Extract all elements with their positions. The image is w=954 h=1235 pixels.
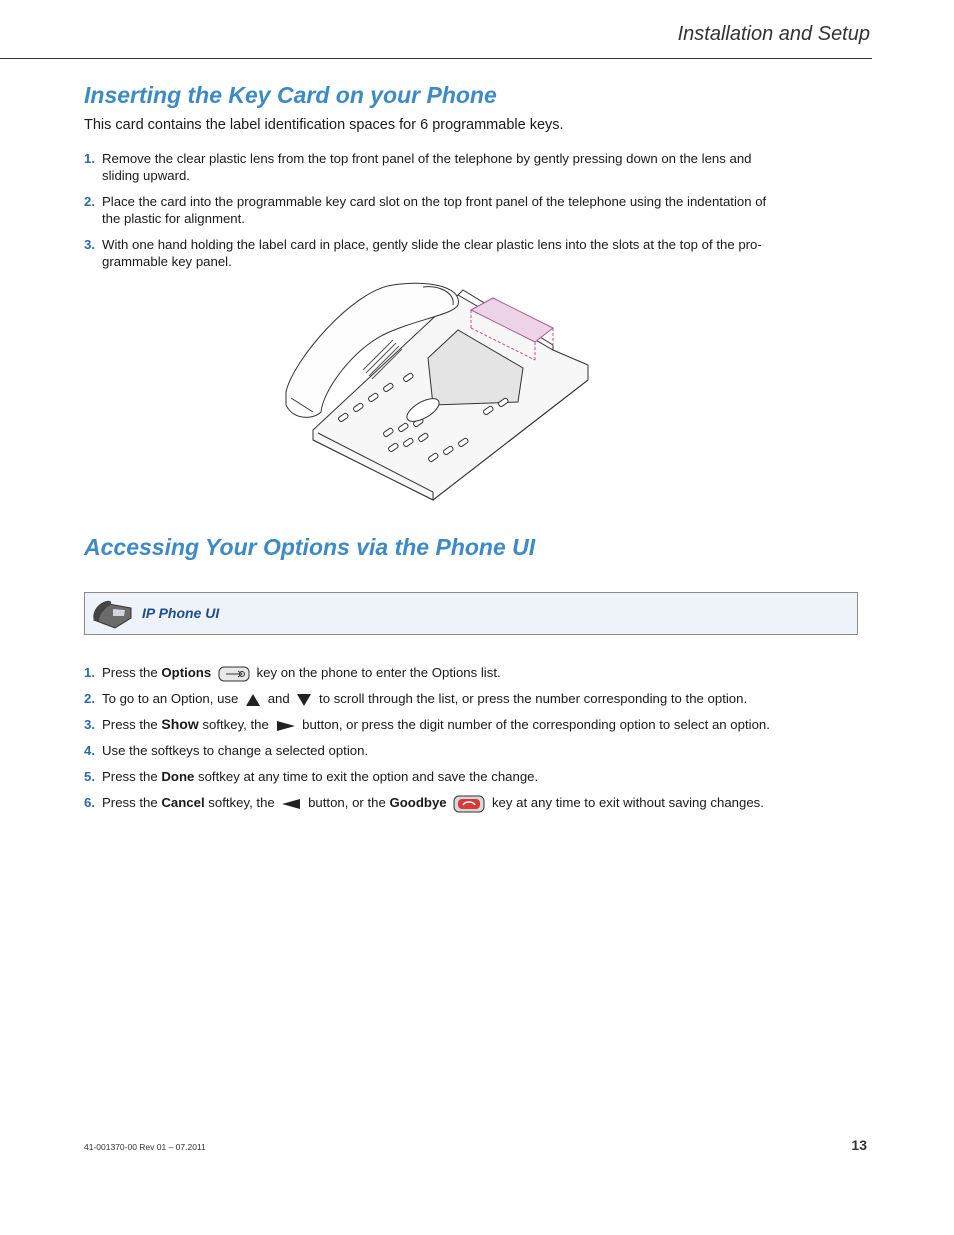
options-steps (84, 664, 864, 820)
step-text: To go to an Option, use (102, 691, 243, 706)
cancel-softkey-label: Cancel (161, 795, 205, 810)
step-text: Press the (102, 665, 162, 680)
list-item (84, 150, 784, 184)
intro-paragraph: This card contains the label identification spaces for 6 programmable keys. (84, 117, 564, 133)
section-heading-options: Accessing Your Options via the Phone UI (84, 534, 536, 560)
right-arrow-icon (276, 719, 296, 733)
callout-label: IP Phone UI (142, 605, 220, 621)
step-text: Press the (102, 795, 162, 810)
options-key-icon (218, 666, 250, 682)
goodbye-key-label: Goodbye (389, 795, 447, 810)
goodbye-key-icon (453, 795, 485, 813)
step-text: Use the softkeys to change a selected option. (102, 743, 369, 758)
step-number: 1. (84, 665, 95, 680)
step-text: Remove the clear plastic lens from the top front panel of the telephone by gently pressing down on the lens and sliding upward. (102, 151, 752, 183)
step-text: softkey, the (204, 795, 279, 810)
show-softkey-label: Show (161, 716, 199, 732)
step-number: 2. (84, 691, 95, 706)
page-header-title: Installation and Setup (677, 23, 870, 45)
list-item (84, 236, 784, 270)
list-item (84, 690, 864, 716)
step-text: Place the card into the programmable key card slot on the top front panel of the telephone using the indentation of the plastic for alignment. (102, 194, 767, 226)
page-number: 13 (851, 1137, 867, 1153)
step-text: softkey at any time to exit the option and save the change. (194, 769, 539, 784)
step-text: key on the phone to enter the Options list. (252, 665, 501, 680)
down-arrow-icon (296, 693, 312, 707)
step-text: With one hand holding the label card in place, gently slide the clear plastic lens into the slots at the top of the pro-grammable key panel. (102, 237, 762, 269)
step-number: 2. (84, 194, 95, 209)
list-item (84, 716, 864, 742)
step-number: 5. (84, 769, 95, 784)
step-text: button, or the (304, 795, 390, 810)
step-text: and (264, 691, 294, 706)
left-arrow-icon (281, 797, 301, 811)
list-item (84, 794, 864, 820)
ip-phone-icon (91, 598, 135, 630)
step-text: button, or press the digit number of the corresponding option to select an option. (298, 717, 770, 732)
key-card-steps (84, 150, 784, 270)
done-softkey-label: Done (161, 769, 195, 784)
list-item (84, 193, 784, 227)
list-item (84, 664, 864, 690)
step-number: 6. (84, 795, 95, 810)
step-number: 3. (84, 717, 95, 732)
up-arrow-icon (245, 693, 261, 707)
step-text: to scroll through the list, or press the number corresponding to the option. (315, 691, 748, 706)
step-text: key at any time to exit without saving changes. (488, 795, 764, 810)
phone-key-card-illustration (283, 280, 595, 505)
options-key-label: Options (161, 665, 212, 680)
list-item (84, 768, 864, 794)
step-number: 3. (84, 237, 95, 252)
section-heading-key-card: Inserting the Key Card on your Phone (84, 82, 497, 108)
list-item (84, 742, 864, 768)
footer-doc-id: 41-001370-00 Rev 01 – 07.2011 (84, 1142, 206, 1152)
step-text: softkey, the (198, 717, 273, 732)
step-text: Press the (102, 717, 162, 732)
ip-phone-ui-callout (84, 592, 858, 635)
step-number: 1. (84, 151, 95, 166)
step-text: Press the (102, 769, 162, 784)
step-number: 4. (84, 743, 95, 758)
header-rule (0, 58, 872, 59)
